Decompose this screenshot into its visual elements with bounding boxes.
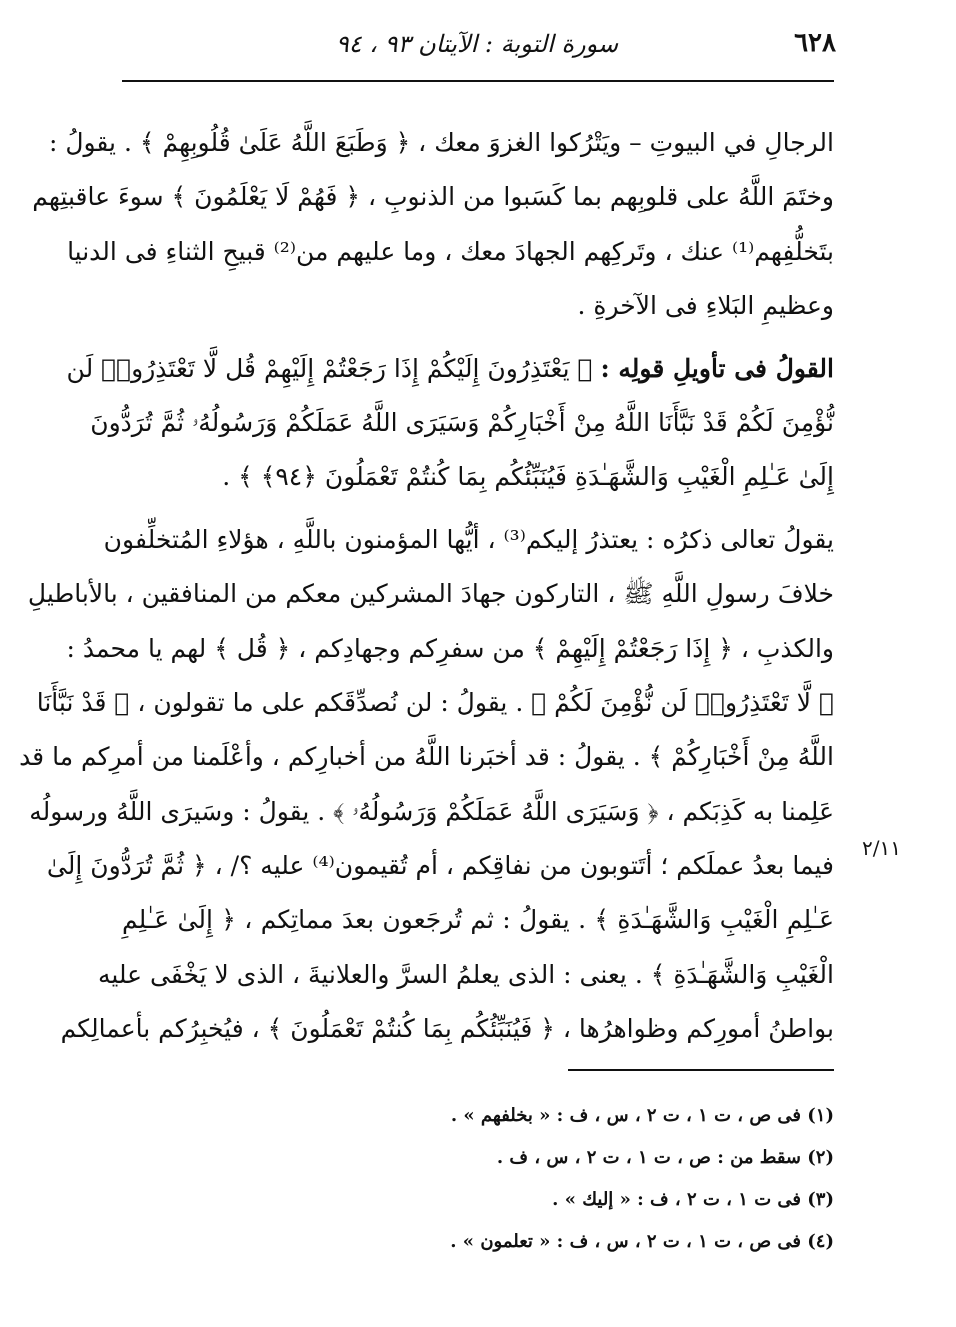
text-line: عَلِمنا به كَذِبَكم ، ﴿ وَسَيَرَى اللَّهُ عَمَلَكُمْ وَرَسُولُهُۥ ﴾ . يقولُ : وسَيرَى اللَّهُ ورسولُه bbox=[29, 796, 834, 826]
text-line: الْغَيْبِ وَالشَّهَـٰدَةِ ﴾ . يعنى : الذى يعلمُ السرَّ والعلانيةَ ، الذى لا يَخْفَى عليه bbox=[97, 959, 834, 989]
page-header bbox=[118, 22, 836, 72]
footnotes bbox=[400, 1095, 834, 1263]
text-line: خلافَ رسولِ اللَّهِ ﷺ ، التاركون جهادَ المشركين معكم من المنافقين ، بالأباطيلِ bbox=[27, 579, 834, 609]
margin-volume-reference: ٢/١١ bbox=[862, 836, 901, 860]
verse-text: ﴿ يَعْتَذِرُونَ إِلَيْكُمْ إِذَا رَجَعْتُمْ إِلَيْهِمْ قُل لَّا تَعْتَذِرُوا۟ لَن bbox=[66, 353, 593, 383]
text-line bbox=[66, 342, 834, 396]
text-line: ﴿ لَّا تَعْتَذِرُوا۟ لَن نُّؤْمِنَ لَكُمْ ﴾ . يقولُ : لن نُصدِّقَكم على ما تقولون ، ﴿ قَدْ نَبَّأَنَا bbox=[36, 687, 834, 717]
text-line: بتَخلُّفِهم⁽¹⁾ عنك ، وتَركِهم الجهادَ معك ، وما عليهم من⁽²⁾ قبيحِ الثناءِ فى الدنيا bbox=[67, 236, 834, 266]
text-line: وختَمَ اللَّهُ على قلوبِهم بما كَسَبوا من الذنوبِ ، ﴿ فَهُمْ لَا يَعْلَمُونَ ﴾ سوءَ عاقبتِهم bbox=[32, 182, 834, 212]
section-heading: القولُ فى تأويلِ قولِه : bbox=[600, 353, 834, 383]
text-line: والكذبِ ، ﴿ إِذَا رَجَعْتُمْ إِلَيْهِمْ ﴾ من سفرِكم وجهادِكم ، ﴿ قُل ﴾ لهم يا محمدُ : bbox=[66, 633, 834, 663]
paragraph-2 bbox=[66, 342, 834, 505]
text-line: إِلَىٰ عَـٰلِمِ الْغَيْبِ وَالشَّهَـٰدَةِ فَيُنَبِّئُكُم بِمَا كُنتُمْ تَعْمَلُونَ ﴿٩٤﴾ ﴾ . bbox=[222, 462, 834, 492]
footnote-rule bbox=[568, 1069, 834, 1071]
paragraph-3 bbox=[19, 513, 834, 1057]
main-text bbox=[19, 116, 834, 1057]
text-line: فيما بعدُ عملَكم ؛ أتَتوبون من نفاقِكم ، أم تُقيمون⁽⁴⁾ عليه ؟/ ، ﴿ ثُمَّ تُرَدُّونَ إِلَىٰ bbox=[46, 851, 834, 881]
page-number: ٦٢٨ bbox=[794, 28, 836, 58]
paragraph-gap bbox=[122, 334, 834, 342]
paragraph-1 bbox=[32, 116, 834, 334]
text-line: اللَّهُ مِنْ أَخْبَارِكُمْ ﴾ . يقولُ : قد أخبَرنا اللَّهُ من أخبارِكم ، وأعْلَمنا من أمرِكم ما قد bbox=[19, 742, 834, 772]
footnote: (٣) فى ت ١ ، ت ٢ ، ف : « إليك » . bbox=[552, 1189, 834, 1210]
text-line: يقولُ تعالى ذكرُه : يعتذرُ إليكم⁽³⁾ ، أيُّها المؤمنون باللَّهِ ، هؤلاءِ المُتخلِّفون bbox=[103, 524, 834, 554]
text-line: بواطنُ أمورِكم وظواهرُها ، ﴿ فَيُنَبِّئُكُم بِمَا كُنتُمْ تَعْمَلُونَ ﴾ ، فيُخبِرُكم بأعمالِكم bbox=[60, 1014, 834, 1044]
text-line: وعظيمِ البَلاءِ فى الآخرةِ . bbox=[577, 291, 834, 321]
text-line: الرجالِ في البيوتِ – ويَتْرُكوا الغزوَ معك ، ﴿ وَطَبَعَ اللَّهُ عَلَىٰ قُلُوبِهِمْ ﴾ . يقولُ : bbox=[48, 128, 834, 157]
footnote: (٤) فى ص ، ت ١ ، ت ٢ ، س ، ف : « تعلمون » . bbox=[450, 1231, 834, 1252]
text-line: عَـٰلِمِ الْغَيْبِ وَالشَّهَـٰدَةِ ﴾ . يقولُ : ثم تُرجَعون بعدَ مماتِكم ، ﴿ إِلَىٰ عَـٰلِمِ bbox=[122, 905, 834, 935]
header-rule bbox=[122, 80, 834, 82]
footnote: (٢) سقط من : ص ، ت ١ ، ت ٢ ، س ، ف . bbox=[496, 1147, 834, 1168]
paragraph-gap bbox=[122, 505, 834, 513]
footnote: (١) فى ص ، ت ١ ، ت ٢ ، س ، ف : « بخلفهم » . bbox=[450, 1105, 834, 1126]
running-title: سورة التوبة : الآيتان ٩٣ ، ٩٤ bbox=[335, 30, 619, 58]
text-line: نُّؤْمِنَ لَكُمْ قَدْ نَبَّأَنَا اللَّهُ مِنْ أَخْبَارِكُمْ وَسَيَرَى اللَّهُ عَمَلَكُمْ وَرَسُولُهُۥ ثُمَّ تُرَدُّونَ bbox=[90, 407, 834, 437]
